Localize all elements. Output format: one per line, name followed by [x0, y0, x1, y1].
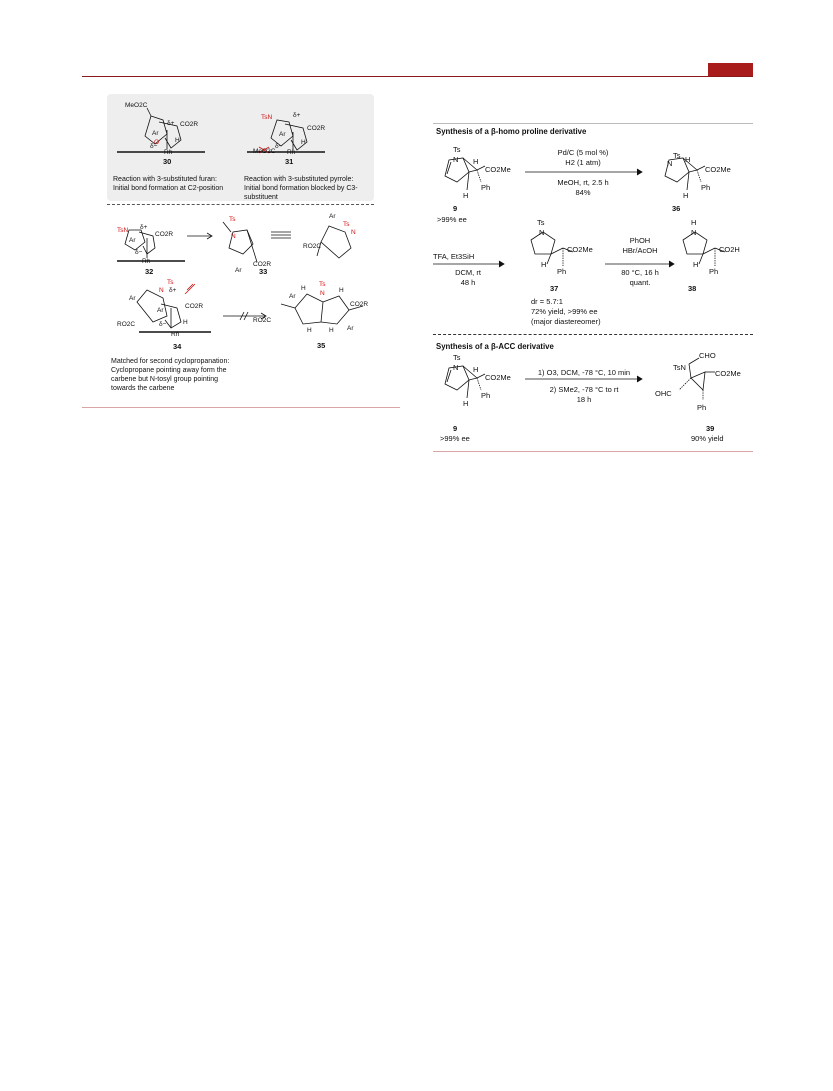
label-dminus-34: δ−	[159, 321, 167, 328]
label-meo2c: MeO2C	[125, 102, 148, 109]
atom-h-37: H	[541, 260, 547, 269]
label-n-35: N	[320, 290, 325, 297]
label-co2r-32: CO2R	[155, 231, 174, 238]
label-dminus-31: δ−	[275, 143, 283, 150]
label-dplus-32: δ+	[140, 224, 148, 231]
label-ar-31: Ar	[279, 131, 286, 138]
mechanism-structures	[107, 94, 374, 390]
label-co2r-31: CO2R	[307, 125, 326, 132]
label-ar-35b: Ar	[347, 325, 354, 332]
label-ro2c-33: RO2C	[303, 243, 322, 250]
label-n-33: N	[231, 233, 236, 240]
atom-n-36: N	[667, 159, 673, 168]
atom-n-9b: N	[453, 363, 459, 372]
label-n-34: N	[159, 287, 164, 294]
conditions-r3-below: 80 °C, 16 h quant.	[621, 268, 659, 287]
header-rule	[82, 76, 753, 77]
label-co2r-35: CO2R	[350, 301, 369, 308]
label-ar-33: Ar	[235, 267, 242, 274]
label-h-31: H	[301, 139, 306, 146]
atom-h-9a: H	[473, 157, 479, 166]
atom-ph-9: Ph	[481, 183, 491, 192]
atom-ts-36: Ts	[673, 151, 681, 160]
label-ar-35: Ar	[289, 293, 296, 300]
mechanism-figure	[107, 94, 374, 390]
atom-ph-36: Ph	[701, 183, 711, 192]
compound-number-35: 35	[317, 341, 326, 350]
atom-co2me-39: CO2Me	[715, 369, 741, 378]
label-ar-32: Ar	[129, 237, 136, 244]
label-ts-35: Ts	[319, 281, 326, 288]
label-rh-32: Rh	[142, 258, 151, 265]
header-tab	[708, 63, 753, 76]
label-n-33b: N	[351, 229, 356, 236]
atom-h-36a: H	[685, 155, 691, 164]
atom-ph-37: Ph	[557, 267, 567, 276]
compound-number-32: 32	[145, 267, 154, 276]
label-h-35b: H	[339, 287, 344, 294]
atom-co2me-9b: CO2Me	[485, 373, 511, 382]
compound-number-34: 34	[173, 342, 182, 351]
label-co2r-30: CO2R	[180, 121, 199, 128]
label-dminus-32: δ−	[135, 249, 143, 256]
compound-number-37: 37	[550, 284, 559, 293]
label-ts-33b: Ts	[343, 221, 350, 228]
atom-n-38: N	[691, 228, 697, 237]
conditions-r4-below: 2) SMe2, -78 °C to rt 18 h	[549, 385, 619, 404]
label-ar-30: Ar	[152, 130, 159, 137]
atom-h-9d: H	[463, 399, 469, 408]
label-dplus-31: δ+	[293, 112, 301, 119]
label-h-35c: H	[307, 327, 312, 334]
label-h-30: H	[175, 137, 180, 144]
atom-co2me-36: CO2Me	[705, 165, 731, 174]
label-rh-30: Rh	[164, 149, 173, 156]
label-tsn-31: TsN	[261, 114, 273, 121]
caption-31: Reaction with 3-substituted pyrrole: Initial bond formation blocked by C3- substituent	[244, 176, 358, 201]
conditions-r3-above: PhOH HBr/AcOH	[622, 236, 658, 255]
label-dminus-30: δ−	[150, 143, 158, 150]
section-title-homo-proline: Synthesis of a β-homo proline derivative	[436, 127, 587, 136]
atom-h-36b: H	[683, 191, 689, 200]
atom-n-9: N	[453, 155, 459, 164]
ee-9: >99% ee	[437, 215, 467, 224]
label-co2r-33: CO2R	[253, 261, 272, 268]
label-dplus-34: δ+	[169, 287, 177, 294]
label-h-34: H	[183, 319, 188, 326]
compound-number-33: 33	[259, 267, 268, 276]
label-ar-34b: Ar	[157, 307, 164, 314]
atom-ph-38: Ph	[709, 267, 719, 276]
label-h-35a: H	[301, 285, 306, 292]
ee-9b: >99% ee	[440, 434, 470, 443]
atom-ts-37: Ts	[537, 218, 545, 227]
label-ts-34: Ts	[167, 279, 174, 286]
atom-h-38a: H	[691, 218, 697, 227]
label-ro2c-34: RO2C	[117, 321, 136, 328]
atom-n-37: N	[539, 228, 545, 237]
label-o-30: O	[154, 139, 160, 146]
atom-co2me-9: CO2Me	[485, 165, 511, 174]
compound-number-36: 36	[672, 204, 681, 213]
atom-cho-39: CHO	[699, 351, 716, 360]
scheme-bottom-rule	[433, 451, 753, 452]
label-rh-31: Rh	[287, 149, 296, 156]
compound-number-38: 38	[688, 284, 697, 293]
caption-34: Matched for second cyclopropanation: Cyclopropane pointing away form the carbene but N-tosyl group pointing towards the carbene	[111, 358, 230, 390]
label-meo2c-31: MeO2C	[253, 148, 276, 155]
atom-ph-9b: Ph	[481, 391, 491, 400]
section-title-acc: Synthesis of a β-ACC derivative	[436, 342, 554, 351]
atom-h-38b: H	[693, 260, 699, 269]
conditions-r2-above: TFA, Et3SiH	[433, 252, 475, 261]
conditions-r1-above: Pd/C (5 mol %) H2 (1 atm)	[557, 148, 609, 167]
conditions-r2-below: DCM, rt 48 h	[455, 268, 481, 287]
notes-37: dr = 5.7:1 72% yield, >99% ee (major diastereomer)	[531, 297, 601, 326]
conditions-r4-above: 1) O3, DCM, -78 °C, 10 min	[537, 368, 631, 377]
label-h-35d: H	[329, 327, 334, 334]
atom-h-9b: H	[463, 191, 469, 200]
label-ar-33b: Ar	[329, 213, 336, 220]
atom-ts-9b: Ts	[453, 353, 461, 362]
compound-number-39: 39	[706, 424, 715, 433]
compound-number-9b: 9	[453, 424, 458, 433]
caption-30: Reaction with 3-substituted furan: Initial bond formation at C2-position	[113, 176, 224, 192]
left-bottom-rule	[82, 407, 400, 408]
atom-ph-39: Ph	[697, 403, 707, 412]
atom-ohc-39: OHC	[655, 389, 672, 398]
compound-number-31: 31	[285, 157, 294, 166]
scheme-dash-divider	[433, 334, 753, 335]
label-ar-34: Ar	[129, 295, 136, 302]
atom-tsn-39: TsN	[673, 363, 686, 372]
label-tsn-32: TsN	[117, 227, 129, 234]
compound-number-30: 30	[163, 157, 172, 166]
label-rh-34: Rh	[171, 331, 180, 338]
scheme-top-rule	[433, 123, 753, 124]
label-co2r-34: CO2R	[185, 303, 204, 310]
atom-h-9c: H	[473, 365, 479, 374]
yield-39: 90% yield	[691, 434, 724, 443]
compound-number-9: 9	[453, 204, 458, 213]
label-ro2c-35: RO2C	[253, 317, 272, 324]
atom-co2h-38: CO2H	[719, 245, 740, 254]
atom-co2me-37: CO2Me	[567, 245, 593, 254]
atom-ts-9: Ts	[453, 145, 461, 154]
conditions-r1-below: MeOH, rt, 2.5 h 84%	[557, 178, 609, 197]
label-dplus-30: δ+	[167, 120, 175, 127]
label-ts-33: Ts	[229, 216, 236, 223]
